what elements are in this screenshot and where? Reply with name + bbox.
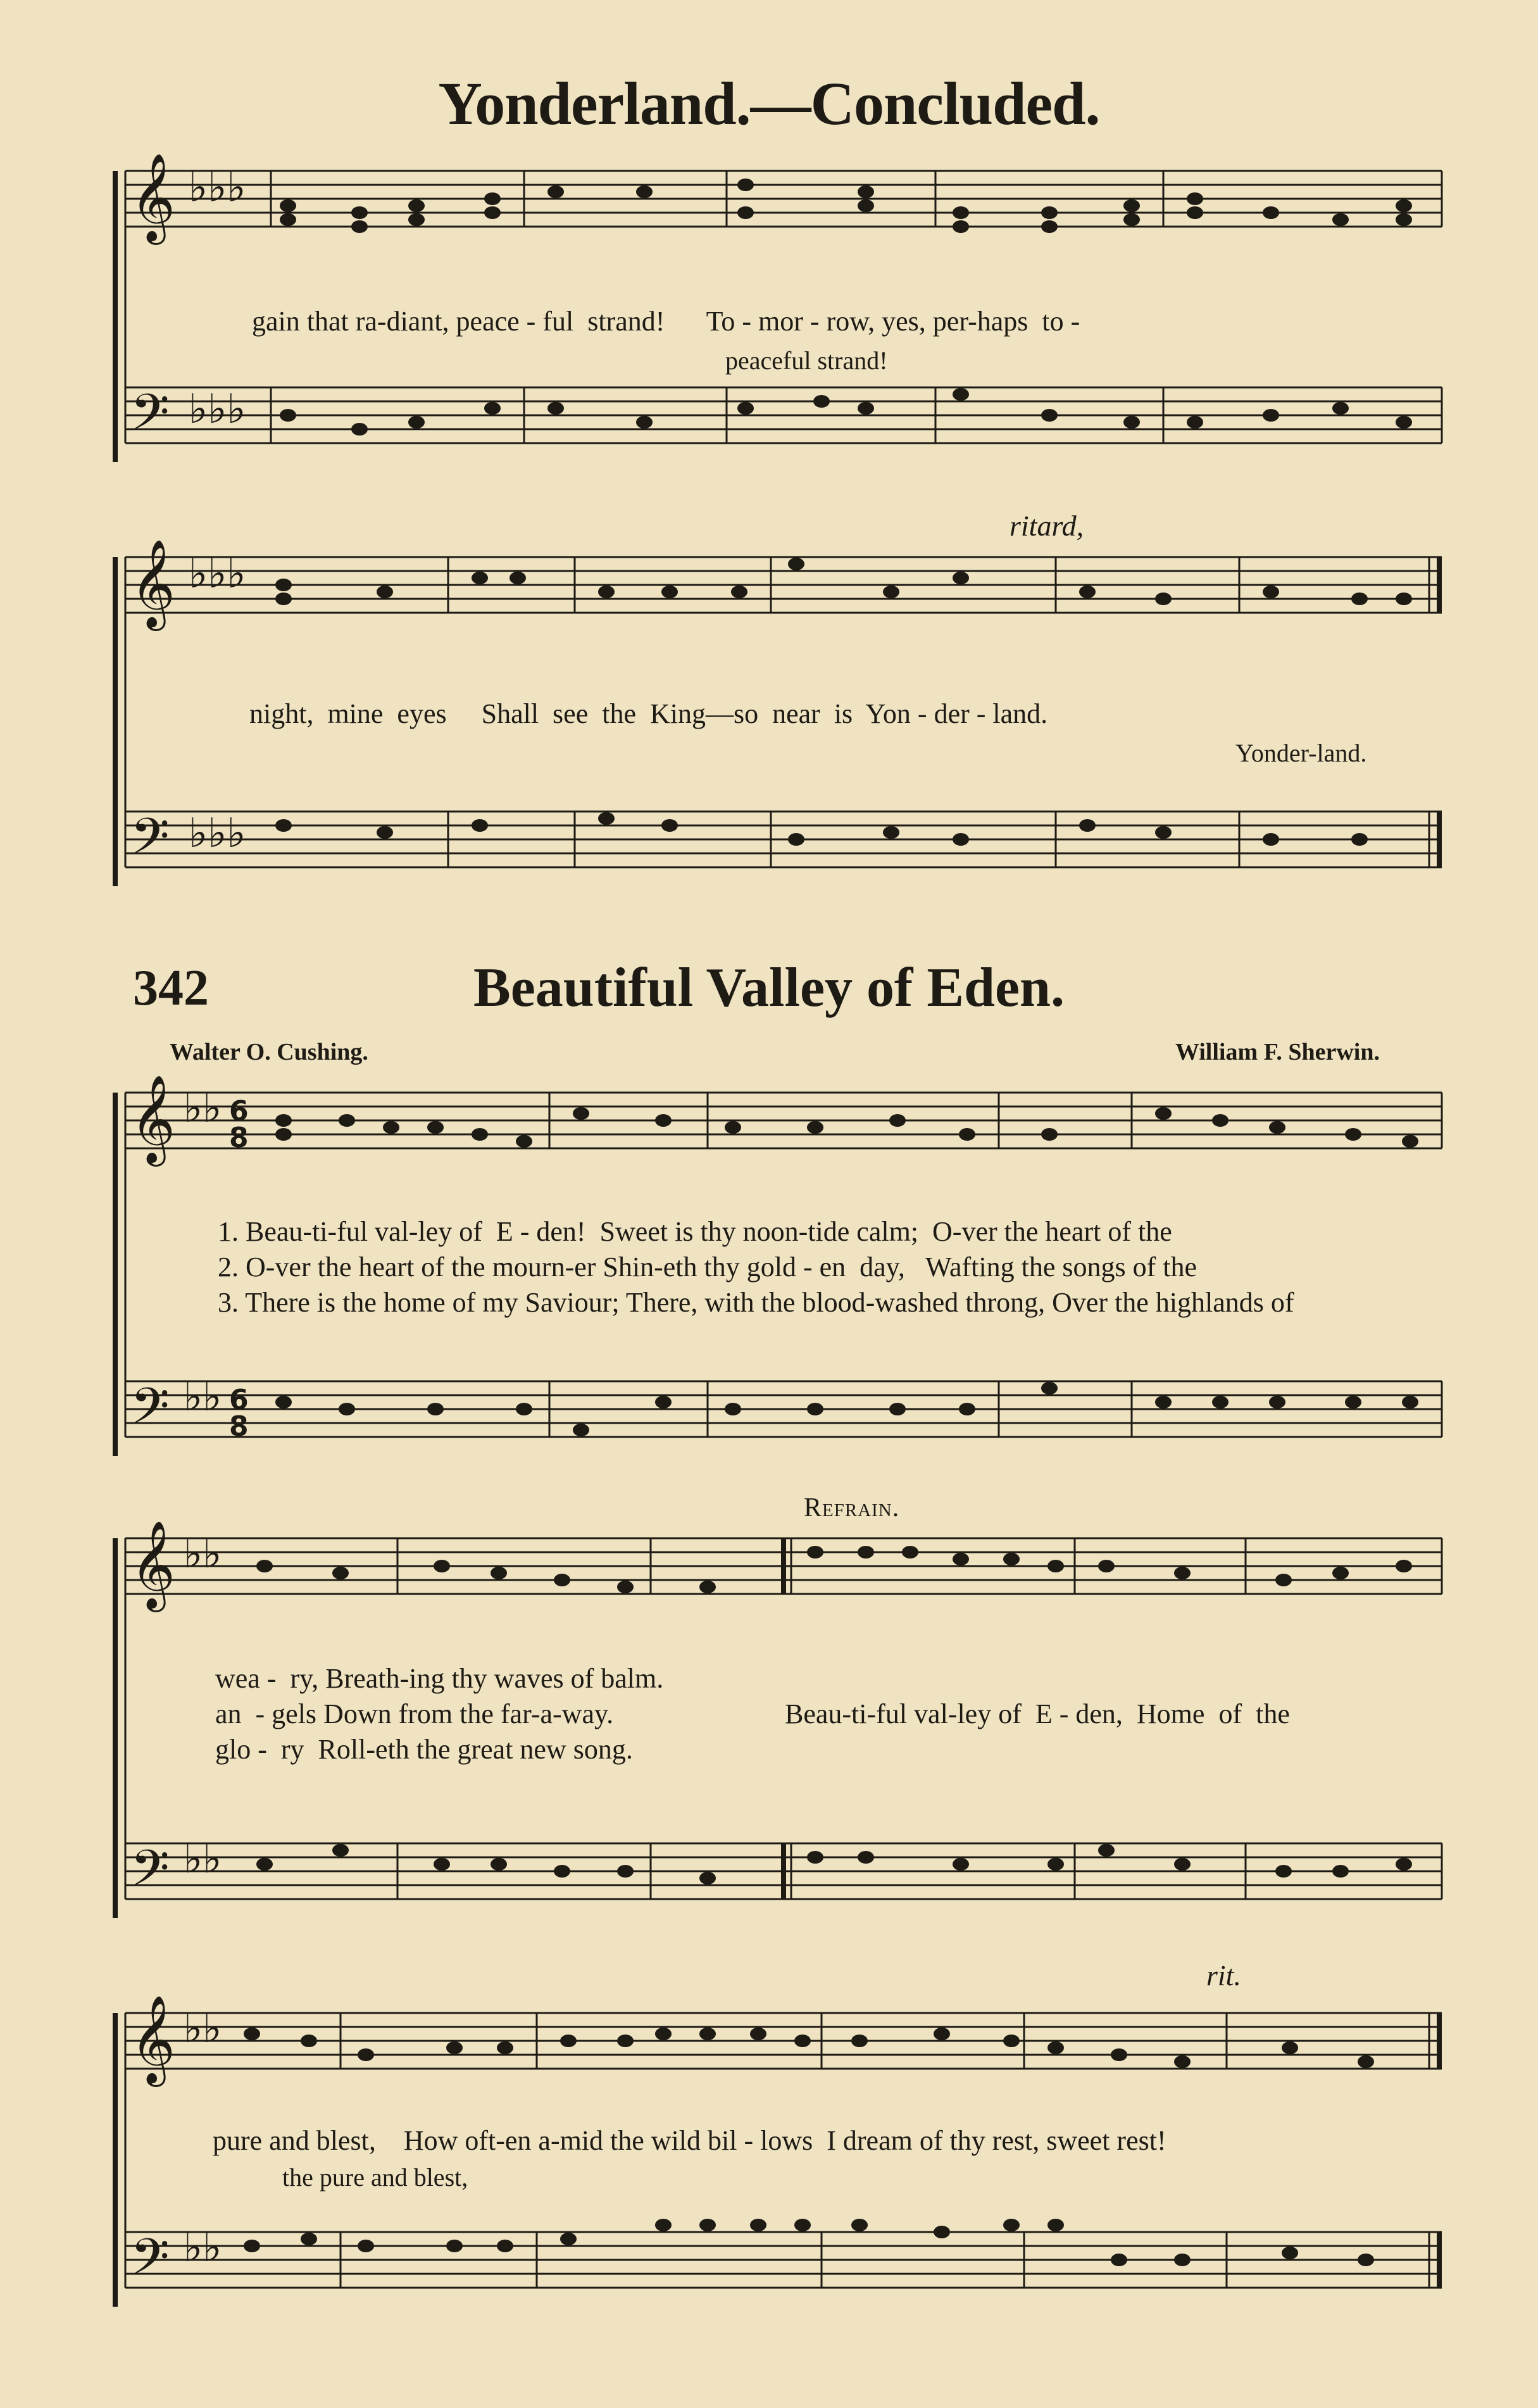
svg-text:♭♭♭: ♭♭♭ xyxy=(189,165,246,211)
svg-text:♭♭: ♭♭ xyxy=(184,2005,222,2052)
refrain-echo: the pure and blest, xyxy=(282,2163,468,2192)
lyric-line: gain that ra-diant, peace - ful strand! To - mor - row, yes, per-haps to - xyxy=(252,306,1080,337)
svg-text:8: 8 xyxy=(229,1410,249,1443)
staff-system-5 xyxy=(115,2013,1442,2307)
svg-text:♭♭♭: ♭♭♭ xyxy=(189,551,246,598)
svg-text:𝄢: 𝄢 xyxy=(130,2228,170,2298)
svg-text:𝄢: 𝄢 xyxy=(130,1377,170,1448)
page-title: Yonderland.—Concluded. xyxy=(438,70,1100,137)
hymn-author: Walter O. Cushing. xyxy=(170,1039,368,1065)
tempo-mark: ritard, xyxy=(1010,510,1084,542)
verse-3-end: glo - ry Roll-eth the great new song. xyxy=(215,1734,633,1765)
svg-text:𝄢: 𝄢 xyxy=(130,383,170,454)
verse-3-line: 3. There is the home of my Saviour; There, with the blood-washed throng, Over the highlands of xyxy=(218,1287,1294,1318)
hymn-title: Beautiful Valley of Eden. xyxy=(473,957,1065,1019)
svg-text:𝄞: 𝄞 xyxy=(130,539,175,627)
verse-2-end: an - gels Down from the far-a-way. xyxy=(215,1698,614,1729)
verse-1-end: wea - ry, Breath-ing thy waves of balm. xyxy=(215,1663,664,1694)
verse-1-line: 1. Beau-ti-ful val-ley of E - den! Sweet is thy noon-tide calm; O-ver the heart of the xyxy=(218,1216,1172,1247)
svg-text:♭♭♭: ♭♭♭ xyxy=(189,810,246,857)
svg-text:𝄢: 𝄢 xyxy=(130,807,170,878)
svg-text:6: 6 xyxy=(229,1384,249,1416)
lyric-line: night, mine eyes Shall see the King—so near is Yon - der - land. xyxy=(249,698,1048,729)
svg-text:𝄞: 𝄞 xyxy=(130,1521,175,1608)
svg-text:𝄞: 𝄞 xyxy=(130,153,175,241)
svg-text:♭♭: ♭♭ xyxy=(184,1085,222,1132)
svg-text:𝄞: 𝄞 xyxy=(130,1075,175,1163)
svg-text:♭♭: ♭♭ xyxy=(184,1531,222,1577)
svg-text:♭♭: ♭♭ xyxy=(184,1836,222,1883)
hymn-composer: William F. Sherwin. xyxy=(1175,1039,1380,1065)
lyric-echo: peaceful strand! xyxy=(725,346,888,375)
svg-text:♭♭♭: ♭♭♭ xyxy=(189,386,246,433)
verse-2-line: 2. O-ver the heart of the mourn-er Shin-eth thy gold - en day, Wafting the songs of the xyxy=(218,1251,1197,1282)
tempo-mark: rit. xyxy=(1206,1959,1241,1991)
refrain-line: Beau-ti-ful val-ley of E - den, Home of the xyxy=(785,1698,1290,1729)
hymn-number: 342 xyxy=(133,960,209,1016)
svg-text:8: 8 xyxy=(229,1122,249,1154)
refrain-label: Refrain. xyxy=(804,1493,900,1522)
svg-text:𝄞: 𝄞 xyxy=(130,1995,175,2083)
refrain-line: pure and blest, How oft-en a-mid the wild bil - lows I dream of thy rest, sweet rest! xyxy=(213,2125,1166,2156)
svg-text:♭♭: ♭♭ xyxy=(184,2224,222,2271)
svg-text:6: 6 xyxy=(229,1095,249,1127)
svg-text:𝄢: 𝄢 xyxy=(130,1839,170,1910)
svg-text:♭♭: ♭♭ xyxy=(184,1374,222,1420)
lyric-echo: Yonder-land. xyxy=(1235,739,1367,767)
